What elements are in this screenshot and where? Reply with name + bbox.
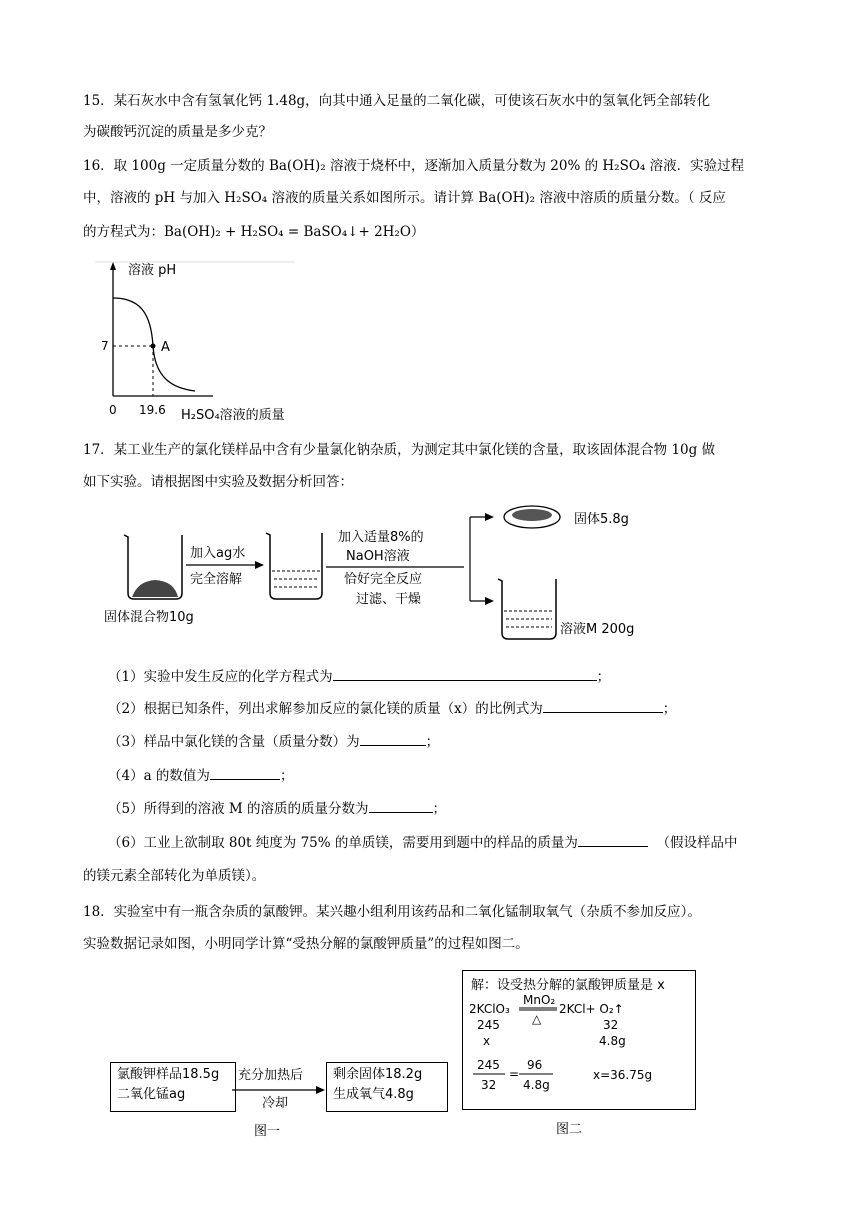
- solution-m-label: 溶液M 200g: [560, 622, 635, 637]
- q17-s6-cont: 的镁元素全部转化为单质镁）。: [83, 868, 266, 884]
- q17-diagram: [100, 505, 660, 645]
- fig2-solution-box: [462, 970, 696, 1110]
- fig2-v2: 4.8g: [599, 1034, 626, 1048]
- graph-xlabel: H₂SO₄溶液的质量: [181, 408, 285, 423]
- s3-text: （3）样品中氯化镁的含量（质量分数）为: [108, 734, 360, 750]
- q17-s5: [108, 798, 446, 819]
- s6-text-a: （6）工业上欲制取 80t 纯度为 75% 的单质镁，需要用到题中的样品的质量为: [108, 835, 578, 851]
- graph-ylabel: 溶液 pH: [128, 263, 177, 278]
- s2-end: ；: [662, 701, 677, 717]
- s4-text: （4）a 的数值为: [108, 768, 210, 784]
- fig2-frac2-den: 4.8g: [523, 1078, 550, 1092]
- point-a-label: A: [161, 340, 170, 355]
- fig2-m1: 245: [477, 1018, 500, 1032]
- arrow-step1: [255, 561, 264, 569]
- q17-line1: 17．某工业生产的氯化镁样品中含有少量氯化钠杂质，为测定其中氯化镁的含量，取该固体混合物 10g 做: [83, 442, 716, 458]
- q17-s3: [108, 731, 439, 752]
- step1-text-a: 加入ag水: [190, 546, 246, 561]
- fig2-result: x=36.75g: [593, 1068, 653, 1082]
- q15-line2: 为碳酸钙沉淀的质量是多少克？: [83, 124, 272, 140]
- s1-text: （1）实验中发生反应的化学方程式为: [108, 669, 333, 685]
- s1-end: ；: [596, 669, 611, 685]
- q17-line2: 如下实验。请根据图中实验及数据分析回答：: [83, 474, 353, 490]
- fig1-box-sample: [110, 1062, 236, 1112]
- fig2-frac1-den: 32: [481, 1078, 497, 1092]
- fig2-title: 解：设受热分解的氯酸钾质量是 x: [471, 978, 665, 993]
- fig1-arrow-a: 充分加热后: [238, 1068, 304, 1083]
- fig2-catalyst: MnO₂: [523, 993, 556, 1007]
- fig2-heat: △: [532, 1012, 542, 1026]
- fig2-caption: 图二: [556, 1122, 583, 1137]
- solid-out-label: 固体5.8g: [574, 512, 629, 527]
- s4-end: ；: [279, 768, 294, 784]
- s3-blank[interactable]: [360, 731, 426, 746]
- fig2-m2: 32: [603, 1018, 619, 1032]
- q17-s4: [108, 765, 293, 786]
- s3-end: ；: [425, 734, 440, 750]
- fig2-products: 2KCl+ O₂↑: [559, 1002, 624, 1016]
- fig1-box2-b: 生成氧气4.8g: [333, 1087, 414, 1102]
- s1-blank[interactable]: [333, 666, 597, 681]
- step2-text-b: NaOH溶液: [346, 549, 410, 564]
- x-tick-19-6: 19.6: [139, 403, 166, 417]
- fig1-arrow-b: 冷却: [262, 1096, 289, 1111]
- origin-label: 0: [109, 403, 117, 417]
- step2-text-d: 过滤、干燥: [356, 592, 422, 607]
- y-axis-arrow: [110, 262, 116, 270]
- y-tick-7: 7: [101, 339, 109, 353]
- step1-text-b: 完全溶解: [190, 572, 243, 587]
- q17-s2: [108, 698, 676, 719]
- fig1-box1-b: 二氧化锰ag: [117, 1087, 186, 1102]
- evaporating-dish: [504, 506, 560, 528]
- s6-text-b: （假设样品中: [656, 835, 738, 851]
- s4-blank[interactable]: [210, 765, 280, 780]
- fig2-frac2-num: 96: [527, 1058, 543, 1072]
- q17-s1: [108, 666, 610, 687]
- point-a-dot: [151, 344, 156, 349]
- beaker-1: [124, 535, 182, 599]
- fig2-reactant: 2KClO₃: [469, 1002, 510, 1016]
- q15-line1: 15．某石灰水中含有氢氧化钙 1.48g，向其中通入足量的二氧化碳，可使该石灰水中的氢氧化钙全部转化: [83, 93, 711, 109]
- q16-line1: 16．取 100g 一定质量分数的 Ba(OH)₂ 溶液于烧杯中，逐渐加入质量分数为 20% 的 H₂SO₄ 溶液．实验过程: [83, 158, 745, 174]
- fig2-eq: =: [509, 1067, 520, 1081]
- q17-s6: [108, 832, 737, 853]
- solid-mix-label: 固体混合物10g: [104, 610, 194, 625]
- q16-line3: 的方程式为：Ba(OH)₂ + H₂SO₄ = BaSO₄↓+ 2H₂O）: [83, 224, 425, 240]
- step2-text-a: 加入适量8%的: [338, 530, 424, 545]
- fig2-v1: x: [483, 1034, 491, 1048]
- ph-graph: [95, 258, 315, 424]
- s5-end: ；: [432, 801, 446, 817]
- fig2-frac1-num: 245: [477, 1058, 500, 1072]
- s5-text: （5）所得到的溶液 M 的溶质的质量分数为: [108, 801, 369, 817]
- fig1-caption: 图一: [254, 1124, 281, 1139]
- q18-line1: 18．实验室中有一瓶含杂质的氯酸钾。某兴趣小组利用该药品和二氧化锰制取氧气（杂质不参加反应）。: [83, 904, 701, 920]
- q18-line2: 实验数据记录如图，小明同学计算“受热分解的氯酸钾质量”的过程如图二。: [83, 936, 529, 952]
- step2-text-c: 恰好完全反应: [344, 572, 423, 587]
- q16-line2: 中，溶液的 pH 与加入 H₂SO₄ 溶液的质量关系如图所示。请计算 Ba(OH)₂ 溶液中溶质的质量分数。（ 反应: [83, 190, 726, 206]
- s2-text: （2）根据已知条件，列出求解参加反应的氯化镁的质量（x）的比例式为: [108, 701, 543, 717]
- s2-blank[interactable]: [543, 698, 663, 713]
- fig2-content: [463, 971, 695, 1109]
- s6-blank[interactable]: [578, 832, 648, 847]
- fig1-box1-a: 氯酸钾样品18.5g: [117, 1067, 220, 1082]
- s5-blank[interactable]: [369, 798, 433, 813]
- fig1-box-result: [326, 1062, 448, 1112]
- fig1-box2-a: 剩余固体18.2g: [333, 1067, 423, 1082]
- beaker-3: [498, 579, 556, 639]
- beaker-2: [266, 533, 322, 599]
